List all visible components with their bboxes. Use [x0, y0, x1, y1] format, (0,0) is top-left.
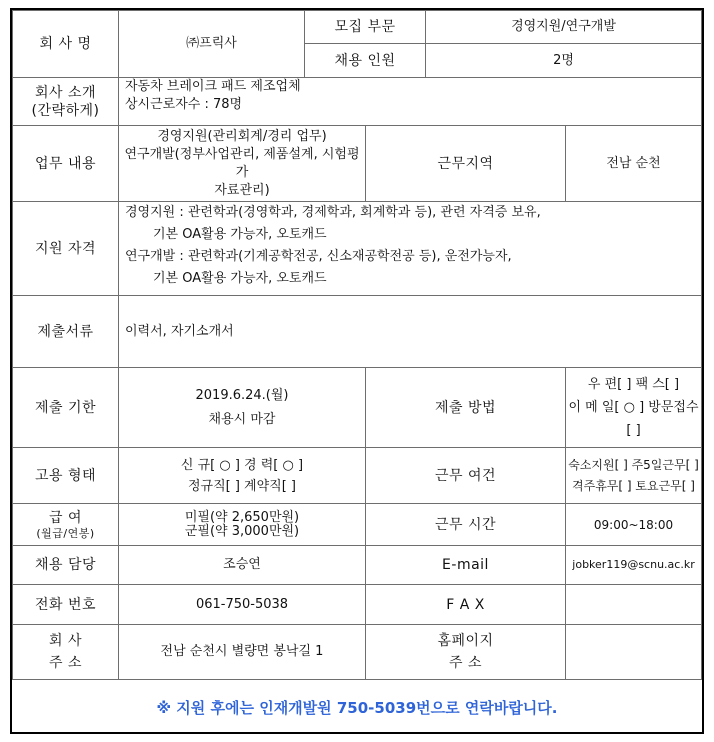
salary-line2: 군필(약 3,000만원) [184, 523, 300, 539]
contact-label: 채용 담당 [12, 545, 119, 585]
documents-value: 이력서, 자기소개서 [118, 295, 702, 368]
company-name-label: 회 사 명 [12, 10, 119, 78]
method-value [565, 367, 702, 448]
duty-label: 업무 내용 [12, 125, 119, 202]
address-label-line2: 주 소 [49, 655, 82, 671]
homepage-label-line2: 주 소 [449, 655, 482, 671]
salary-label-line1: 급 여 [49, 510, 82, 526]
duty-line2: 연구개발(정부사업관리, 제품설계, 시험평가 [124, 146, 360, 180]
employment-line2: 정규직[ ] 계약직[ ] [187, 478, 297, 494]
conditions-line1: 숙소지원[ ] 주5일근무[ ] [568, 457, 699, 472]
deadline-value [118, 367, 366, 448]
hours-value: 09:00~18:00 [565, 503, 702, 546]
intro-line1: 자동차 브레이크 패드 제조업체 [125, 79, 301, 94]
duty-line1: 경영지원(관리회계/경리 업무) [157, 128, 327, 144]
headcount-value: 2명 [425, 43, 702, 78]
conditions-label: 근무 여건 [365, 447, 566, 504]
method-line2: 이 메 일[ ○ ] 방문접수 [568, 400, 699, 415]
company-name-value: ㈜프릭사 [118, 10, 305, 78]
salary-value [118, 503, 366, 546]
intro-label [12, 77, 119, 126]
method-label: 제출 방법 [365, 367, 566, 448]
conditions-line2: 격주휴무[ ] 토요근무[ ] [572, 478, 695, 493]
fax-label: F A X [365, 584, 566, 625]
method-line1: 우 편[ ] 팩 스[ ] [587, 377, 680, 392]
email-value: jobker119@scnu.ac.kr [565, 545, 702, 585]
qualification-line4: 기본 OA활용 가능자, 오토캐드 [153, 271, 327, 286]
qualification-line1: 경영지원 : 관련학과(경영학과, 경제학과, 회계학과 등), 관련 자격증 보유, [125, 205, 541, 220]
email-label: E-mail [365, 545, 566, 585]
deadline-date: 2019.6.24.(월) [195, 387, 289, 403]
homepage-label-line1: 홈페이지 [437, 633, 494, 649]
employment-label: 고용 형태 [12, 447, 119, 504]
employment-value [118, 447, 366, 504]
salary-label-line2: (월급/연봉) [36, 527, 95, 540]
qualification-line2: 기본 OA활용 가능자, 오토캐드 [153, 227, 327, 242]
homepage-label [365, 624, 566, 680]
address-label [12, 624, 119, 680]
intro-line2: 상시근로자수 : 78명 [125, 97, 243, 112]
conditions-value [565, 447, 702, 504]
location-label: 근무지역 [365, 125, 566, 202]
deadline-note: 채용시 마감 [208, 411, 276, 427]
contact-value: 조승연 [118, 545, 366, 585]
qualification-value [118, 201, 702, 296]
documents-label: 제출서류 [12, 295, 119, 368]
dept-value: 경영지원/연구개발 [425, 10, 702, 44]
fax-value [565, 584, 702, 625]
duty-value [118, 125, 366, 202]
duty-line3: 자료관리) [214, 182, 270, 198]
address-value: 전남 순천시 별량면 봉낙길 1 [118, 624, 366, 680]
qualification-line3: 연구개발 : 관련학과(기계공학전공, 신소재공학전공 등), 운전가능자, [125, 249, 512, 264]
salary-line1: 미필(약 2,650만원) [184, 509, 300, 525]
phone-value: 061-750-5038 [118, 584, 366, 625]
qualification-label: 지원 자격 [12, 201, 119, 296]
method-line3: [ ] [626, 423, 641, 438]
address-label-line1: 회 사 [49, 633, 82, 649]
intro-value [118, 77, 702, 126]
homepage-value [565, 624, 702, 680]
hours-label: 근무 시간 [365, 503, 566, 546]
phone-label: 전화 번호 [12, 584, 119, 625]
dept-label: 모집 부문 [304, 10, 426, 44]
salary-label [12, 503, 119, 546]
location-value: 전남 순천 [565, 125, 702, 202]
intro-label-line1: 회사 소개 [34, 84, 97, 101]
employment-line1: 신 규[ ○ ] 경 력[ ○ ] [180, 457, 304, 473]
deadline-label: 제출 기한 [12, 367, 119, 448]
intro-label-line2: (간략하게) [31, 102, 100, 119]
headcount-label: 채용 인원 [304, 43, 426, 78]
footer-contact-note: ※ 지원 후에는 인재개발원 750-5039번으로 연락바랍니다. [156, 698, 558, 717]
